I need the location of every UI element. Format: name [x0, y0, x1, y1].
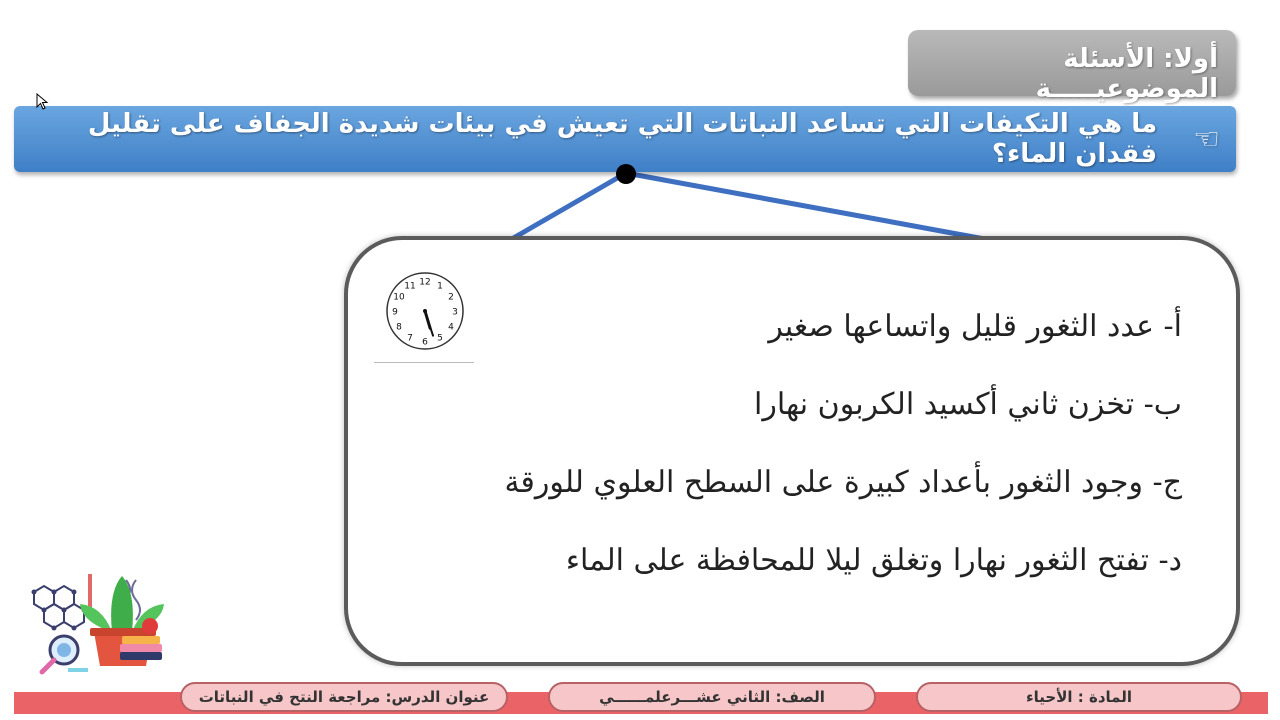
answer-box: [344, 236, 1240, 666]
connector-line-right: [626, 173, 990, 240]
section-title: أولا: الأسئلة الموضوعيـــــة: [908, 30, 1236, 96]
option-c[interactable]: ج- وجود الثغور بأعداد كبيرة على السطح العلوي للورقة: [504, 465, 1182, 500]
clock-number: 5: [437, 333, 443, 344]
clock-number: 3: [452, 307, 458, 318]
option-d[interactable]: د- تفتح الثغور نهارا وتغلق ليلا للمحافظة على الماء: [565, 543, 1182, 578]
clock-number: 4: [448, 322, 454, 333]
clock-number: 1: [437, 281, 443, 292]
clock-number: 9: [392, 307, 398, 318]
clock-number: 6: [422, 337, 428, 348]
option-a[interactable]: أ- عدد الثغور قليل واتساعها صغير: [768, 309, 1182, 344]
clock-number: 7: [407, 333, 413, 344]
question-text: ما هي التكيفات التي تساعد النباتات التي تعيش في بيئات شديدة الجفاف على تقليل فقدان الماء؟: [87, 109, 1158, 169]
clock-number: 10: [393, 292, 405, 303]
clock-number: 12: [419, 277, 431, 288]
footer-grade: الصف: الثاني عشـــرعلمــــــي: [548, 682, 876, 712]
clock-number: 2: [448, 292, 454, 303]
clock-number: 11: [404, 281, 416, 292]
footer-lesson: عنوان الدرس: مراجعة النتح في النباتات: [180, 682, 508, 712]
pointing-hand-icon: ☜: [1193, 121, 1220, 157]
mouse-cursor-icon: [36, 93, 50, 111]
clock-icon: [384, 270, 466, 352]
science-illustration-icon: [24, 570, 170, 680]
connector-line-left: [510, 173, 626, 240]
footer-subject: المادة : الأحياء: [916, 682, 1242, 712]
options-list: [504, 302, 1182, 614]
clock-divider: [374, 362, 474, 363]
option-b[interactable]: ب- تخزن ثاني أكسيد الكربون نهارا: [754, 387, 1182, 422]
connector-dot: [614, 162, 638, 186]
clock-number: 8: [396, 322, 402, 333]
